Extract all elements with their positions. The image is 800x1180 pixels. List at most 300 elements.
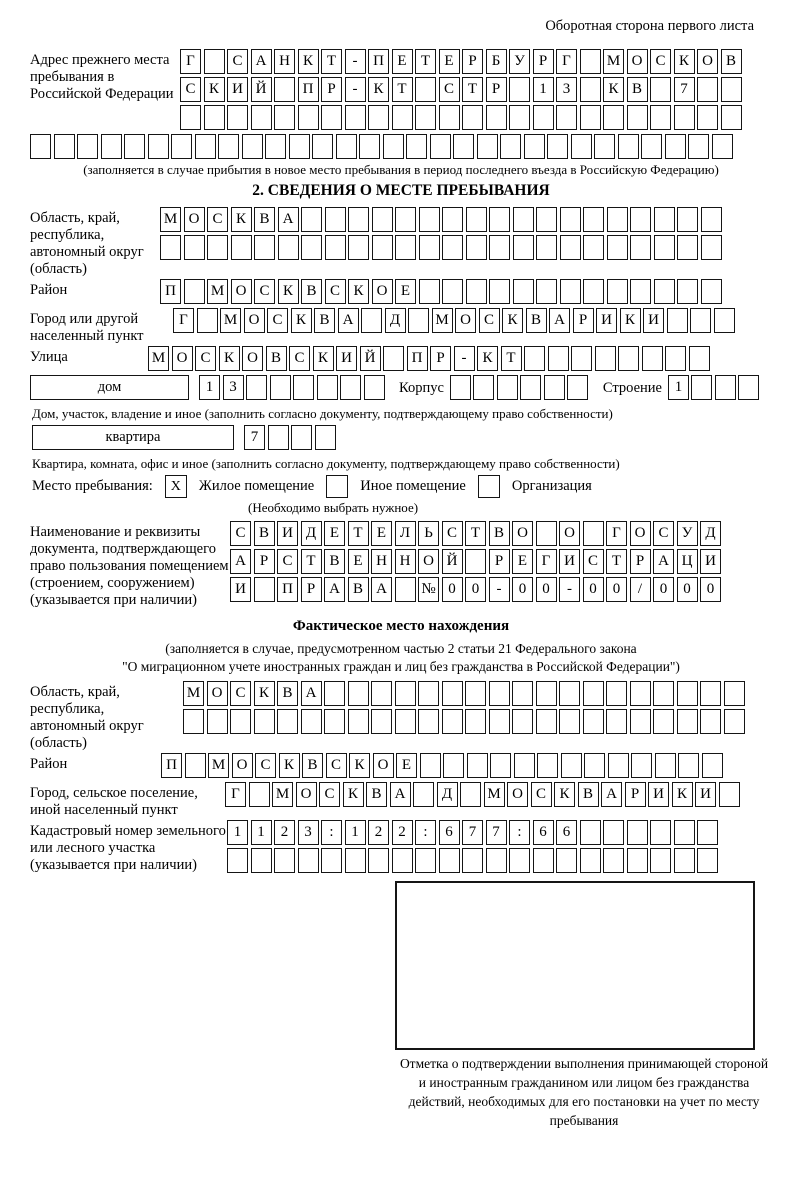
char-cell[interactable]: Е	[324, 521, 345, 546]
char-cell[interactable]: О	[630, 521, 651, 546]
char-cell[interactable]: О	[697, 49, 718, 74]
char-cell[interactable]	[395, 577, 416, 602]
char-cell[interactable]	[324, 681, 345, 706]
char-cell[interactable]	[561, 753, 582, 778]
char-cell[interactable]: И	[230, 577, 251, 602]
char-cell[interactable]: С	[439, 77, 460, 102]
char-cell[interactable]	[321, 848, 342, 873]
char-cell[interactable]: М	[272, 782, 293, 807]
char-cell[interactable]: Й	[251, 77, 272, 102]
char-cell[interactable]	[497, 375, 518, 400]
char-cell[interactable]: 0	[583, 577, 604, 602]
char-cell[interactable]: Д	[385, 308, 406, 333]
char-cell[interactable]	[607, 207, 628, 232]
char-cell[interactable]	[627, 105, 648, 130]
char-cell[interactable]: С	[531, 782, 552, 807]
char-cell[interactable]	[325, 235, 346, 260]
char-cell[interactable]: Н	[274, 49, 295, 74]
char-cell[interactable]	[513, 207, 534, 232]
char-cell[interactable]: П	[277, 577, 298, 602]
char-cell[interactable]: М	[148, 346, 169, 371]
char-cell[interactable]	[465, 709, 486, 734]
char-cell[interactable]	[654, 279, 675, 304]
char-cell[interactable]	[677, 709, 698, 734]
char-cell[interactable]: В	[348, 577, 369, 602]
char-cell[interactable]	[583, 279, 604, 304]
char-cell[interactable]: Г	[225, 782, 246, 807]
char-cell[interactable]	[715, 375, 736, 400]
char-cell[interactable]: Й	[360, 346, 381, 371]
char-cell[interactable]	[650, 77, 671, 102]
char-cell[interactable]	[630, 207, 651, 232]
char-cell[interactable]: О	[627, 49, 648, 74]
char-cell[interactable]	[419, 207, 440, 232]
char-cell[interactable]: Й	[442, 549, 463, 574]
char-cell[interactable]: В	[324, 549, 345, 574]
char-cell[interactable]	[274, 77, 295, 102]
char-cell[interactable]: А	[653, 549, 674, 574]
char-cell[interactable]	[489, 681, 510, 706]
char-cell[interactable]	[298, 848, 319, 873]
char-cell[interactable]	[348, 207, 369, 232]
char-cell[interactable]: Т	[301, 549, 322, 574]
char-cell[interactable]	[567, 375, 588, 400]
char-cell[interactable]: К	[554, 782, 575, 807]
char-cell[interactable]	[702, 753, 723, 778]
char-cell[interactable]: С	[319, 782, 340, 807]
char-cell[interactable]: Ц	[677, 549, 698, 574]
char-cell[interactable]	[603, 820, 624, 845]
char-cell[interactable]: 6	[439, 820, 460, 845]
checkbox-zhiloe[interactable]: X	[165, 475, 187, 498]
char-cell[interactable]	[197, 308, 218, 333]
char-cell[interactable]: -	[454, 346, 475, 371]
char-cell[interactable]	[395, 235, 416, 260]
char-cell[interactable]: Р	[573, 308, 594, 333]
char-cell[interactable]: П	[298, 77, 319, 102]
char-cell[interactable]	[254, 577, 275, 602]
char-cell[interactable]	[627, 820, 648, 845]
char-cell[interactable]: О	[455, 308, 476, 333]
char-cell[interactable]	[301, 207, 322, 232]
char-cell[interactable]: В	[366, 782, 387, 807]
char-cell[interactable]	[486, 848, 507, 873]
char-cell[interactable]: 2	[274, 820, 295, 845]
char-cell[interactable]: К	[672, 782, 693, 807]
char-cell[interactable]	[291, 425, 312, 450]
char-cell[interactable]	[227, 105, 248, 130]
char-cell[interactable]	[207, 235, 228, 260]
char-cell[interactable]: :	[509, 820, 530, 845]
char-cell[interactable]	[513, 279, 534, 304]
char-cell[interactable]	[466, 207, 487, 232]
char-cell[interactable]	[513, 235, 534, 260]
char-cell[interactable]	[650, 848, 671, 873]
char-cell[interactable]: 2	[392, 820, 413, 845]
char-cell[interactable]	[317, 375, 338, 400]
char-cell[interactable]	[395, 709, 416, 734]
char-cell[interactable]	[289, 134, 310, 159]
char-cell[interactable]	[368, 105, 389, 130]
char-cell[interactable]: 0	[465, 577, 486, 602]
char-cell[interactable]	[583, 207, 604, 232]
char-cell[interactable]: В	[526, 308, 547, 333]
char-cell[interactable]: А	[278, 207, 299, 232]
char-cell[interactable]: У	[677, 521, 698, 546]
char-cell[interactable]: О	[242, 346, 263, 371]
char-cell[interactable]	[473, 375, 494, 400]
char-cell[interactable]: К	[674, 49, 695, 74]
char-cell[interactable]: 3	[556, 77, 577, 102]
char-cell[interactable]	[415, 848, 436, 873]
char-cell[interactable]	[571, 346, 592, 371]
char-cell[interactable]	[301, 709, 322, 734]
char-cell[interactable]	[430, 134, 451, 159]
char-cell[interactable]	[677, 681, 698, 706]
char-cell[interactable]: К	[368, 77, 389, 102]
char-cell[interactable]	[689, 346, 710, 371]
char-cell[interactable]	[274, 848, 295, 873]
char-cell[interactable]	[724, 681, 745, 706]
char-cell[interactable]	[392, 848, 413, 873]
char-cell[interactable]	[714, 308, 735, 333]
char-cell[interactable]: М	[160, 207, 181, 232]
char-cell[interactable]	[442, 235, 463, 260]
char-cell[interactable]	[719, 782, 740, 807]
char-cell[interactable]	[674, 820, 695, 845]
char-cell[interactable]: О	[372, 279, 393, 304]
char-cell[interactable]: /	[630, 577, 651, 602]
char-cell[interactable]: А	[324, 577, 345, 602]
char-cell[interactable]	[618, 134, 639, 159]
char-cell[interactable]	[674, 105, 695, 130]
char-cell[interactable]	[665, 346, 686, 371]
char-cell[interactable]	[536, 681, 557, 706]
char-cell[interactable]: :	[415, 820, 436, 845]
char-cell[interactable]	[364, 375, 385, 400]
char-cell[interactable]: С	[267, 308, 288, 333]
checkbox-organizaciya[interactable]	[478, 475, 500, 498]
char-cell[interactable]	[408, 308, 429, 333]
char-cell[interactable]	[580, 49, 601, 74]
char-cell[interactable]: 0	[606, 577, 627, 602]
char-cell[interactable]	[533, 848, 554, 873]
char-cell[interactable]	[183, 709, 204, 734]
char-cell[interactable]: 0	[512, 577, 533, 602]
char-cell[interactable]: И	[227, 77, 248, 102]
char-cell[interactable]	[345, 105, 366, 130]
char-cell[interactable]	[607, 235, 628, 260]
char-cell[interactable]: А	[390, 782, 411, 807]
char-cell[interactable]	[336, 134, 357, 159]
char-cell[interactable]: 7	[462, 820, 483, 845]
char-cell[interactable]: Р	[486, 77, 507, 102]
char-cell[interactable]: О	[232, 753, 253, 778]
char-cell[interactable]	[420, 753, 441, 778]
char-cell[interactable]	[460, 782, 481, 807]
char-cell[interactable]: 0	[653, 577, 674, 602]
char-cell[interactable]	[537, 753, 558, 778]
char-cell[interactable]	[372, 235, 393, 260]
char-cell[interactable]: М	[484, 782, 505, 807]
char-cell[interactable]	[559, 681, 580, 706]
char-cell[interactable]	[301, 235, 322, 260]
char-cell[interactable]	[608, 753, 629, 778]
char-cell[interactable]	[368, 848, 389, 873]
char-cell[interactable]: Т	[465, 521, 486, 546]
char-cell[interactable]	[580, 105, 601, 130]
char-cell[interactable]: Р	[301, 577, 322, 602]
char-cell[interactable]	[536, 279, 557, 304]
char-cell[interactable]	[406, 134, 427, 159]
char-cell[interactable]: Н	[371, 549, 392, 574]
char-cell[interactable]	[419, 279, 440, 304]
char-cell[interactable]	[466, 235, 487, 260]
char-cell[interactable]	[124, 134, 145, 159]
char-cell[interactable]: К	[254, 681, 275, 706]
char-cell[interactable]	[548, 346, 569, 371]
char-cell[interactable]: А	[371, 577, 392, 602]
char-cell[interactable]	[254, 709, 275, 734]
char-cell[interactable]	[348, 709, 369, 734]
char-cell[interactable]: И	[643, 308, 664, 333]
char-cell[interactable]	[606, 681, 627, 706]
char-cell[interactable]: В	[302, 753, 323, 778]
char-cell[interactable]: Р	[462, 49, 483, 74]
char-cell[interactable]: С	[180, 77, 201, 102]
char-cell[interactable]: Е	[371, 521, 392, 546]
char-cell[interactable]	[443, 753, 464, 778]
char-cell[interactable]: Г	[556, 49, 577, 74]
char-cell[interactable]	[171, 134, 192, 159]
char-cell[interactable]: И	[648, 782, 669, 807]
char-cell[interactable]: 3	[223, 375, 244, 400]
char-cell[interactable]: Р	[630, 549, 651, 574]
char-cell[interactable]	[395, 207, 416, 232]
char-cell[interactable]: М	[432, 308, 453, 333]
char-cell[interactable]: Р	[489, 549, 510, 574]
char-cell[interactable]	[524, 346, 545, 371]
char-cell[interactable]	[556, 848, 577, 873]
char-cell[interactable]	[509, 77, 530, 102]
char-cell[interactable]: О	[184, 207, 205, 232]
char-cell[interactable]	[312, 134, 333, 159]
char-cell[interactable]	[533, 105, 554, 130]
char-cell[interactable]	[509, 105, 530, 130]
char-cell[interactable]	[536, 235, 557, 260]
char-cell[interactable]	[697, 77, 718, 102]
char-cell[interactable]	[701, 207, 722, 232]
char-cell[interactable]: С	[326, 753, 347, 778]
char-cell[interactable]	[195, 134, 216, 159]
char-cell[interactable]	[631, 753, 652, 778]
char-cell[interactable]: 1	[227, 820, 248, 845]
char-cell[interactable]	[677, 207, 698, 232]
char-cell[interactable]	[230, 709, 251, 734]
char-cell[interactable]	[489, 279, 510, 304]
char-cell[interactable]: О	[296, 782, 317, 807]
char-cell[interactable]: М	[183, 681, 204, 706]
char-cell[interactable]	[348, 235, 369, 260]
char-cell[interactable]: Р	[430, 346, 451, 371]
char-cell[interactable]	[383, 134, 404, 159]
char-cell[interactable]: 7	[674, 77, 695, 102]
char-cell[interactable]: О	[418, 549, 439, 574]
char-cell[interactable]: М	[220, 308, 241, 333]
char-cell[interactable]	[218, 134, 239, 159]
char-cell[interactable]	[148, 134, 169, 159]
char-cell[interactable]	[738, 375, 759, 400]
char-cell[interactable]: Т	[392, 77, 413, 102]
char-cell[interactable]	[371, 709, 392, 734]
char-cell[interactable]	[204, 105, 225, 130]
char-cell[interactable]: А	[301, 681, 322, 706]
char-cell[interactable]: О	[172, 346, 193, 371]
char-cell[interactable]: К	[219, 346, 240, 371]
char-cell[interactable]	[467, 753, 488, 778]
char-cell[interactable]	[641, 134, 662, 159]
char-cell[interactable]	[667, 308, 688, 333]
char-cell[interactable]	[383, 346, 404, 371]
char-cell[interactable]	[514, 753, 535, 778]
char-cell[interactable]	[654, 235, 675, 260]
char-cell[interactable]: А	[549, 308, 570, 333]
char-cell[interactable]: №	[418, 577, 439, 602]
char-cell[interactable]: С	[207, 207, 228, 232]
char-cell[interactable]: А	[230, 549, 251, 574]
char-cell[interactable]: -	[345, 77, 366, 102]
char-cell[interactable]: 1	[533, 77, 554, 102]
char-cell[interactable]: Г	[173, 308, 194, 333]
char-cell[interactable]	[490, 753, 511, 778]
char-cell[interactable]	[418, 709, 439, 734]
char-cell[interactable]	[724, 709, 745, 734]
char-cell[interactable]	[489, 709, 510, 734]
char-cell[interactable]	[580, 77, 601, 102]
char-cell[interactable]	[712, 134, 733, 159]
char-cell[interactable]: К	[477, 346, 498, 371]
char-cell[interactable]	[439, 848, 460, 873]
char-cell[interactable]	[559, 709, 580, 734]
char-cell[interactable]	[701, 279, 722, 304]
char-cell[interactable]: К	[313, 346, 334, 371]
char-cell[interactable]	[254, 235, 275, 260]
char-cell[interactable]: Д	[301, 521, 322, 546]
char-cell[interactable]	[691, 375, 712, 400]
char-cell[interactable]: С	[255, 753, 276, 778]
char-cell[interactable]	[348, 681, 369, 706]
char-cell[interactable]: Ь	[418, 521, 439, 546]
char-cell[interactable]: 0	[536, 577, 557, 602]
char-cell[interactable]	[627, 848, 648, 873]
char-cell[interactable]	[321, 105, 342, 130]
char-cell[interactable]	[270, 375, 291, 400]
char-cell[interactable]: О	[231, 279, 252, 304]
char-cell[interactable]: В	[277, 681, 298, 706]
char-cell[interactable]	[453, 134, 474, 159]
char-cell[interactable]	[268, 425, 289, 450]
char-cell[interactable]	[665, 134, 686, 159]
char-cell[interactable]	[371, 681, 392, 706]
char-cell[interactable]	[630, 681, 651, 706]
char-cell[interactable]	[184, 279, 205, 304]
char-cell[interactable]: Л	[395, 521, 416, 546]
char-cell[interactable]	[583, 235, 604, 260]
char-cell[interactable]: 0	[677, 577, 698, 602]
char-cell[interactable]: О	[559, 521, 580, 546]
char-cell[interactable]: В	[314, 308, 335, 333]
char-cell[interactable]: В	[301, 279, 322, 304]
char-cell[interactable]	[603, 848, 624, 873]
char-cell[interactable]: В	[627, 77, 648, 102]
char-cell[interactable]	[547, 134, 568, 159]
char-cell[interactable]	[359, 134, 380, 159]
char-cell[interactable]	[678, 753, 699, 778]
char-cell[interactable]: К	[348, 279, 369, 304]
char-cell[interactable]: Е	[348, 549, 369, 574]
char-cell[interactable]	[700, 681, 721, 706]
char-cell[interactable]	[500, 134, 521, 159]
char-cell[interactable]	[265, 134, 286, 159]
char-cell[interactable]: 0	[442, 577, 463, 602]
char-cell[interactable]	[607, 279, 628, 304]
char-cell[interactable]	[580, 848, 601, 873]
char-cell[interactable]: И	[336, 346, 357, 371]
char-cell[interactable]	[688, 134, 709, 159]
char-cell[interactable]	[618, 346, 639, 371]
char-cell[interactable]	[509, 848, 530, 873]
char-cell[interactable]	[231, 235, 252, 260]
char-cell[interactable]	[512, 681, 533, 706]
char-cell[interactable]: Т	[321, 49, 342, 74]
char-cell[interactable]: И	[695, 782, 716, 807]
char-cell[interactable]: 1	[668, 375, 689, 400]
char-cell[interactable]	[697, 848, 718, 873]
char-cell[interactable]	[594, 134, 615, 159]
char-cell[interactable]: С	[230, 681, 251, 706]
char-cell[interactable]: И	[596, 308, 617, 333]
char-cell[interactable]: Е	[439, 49, 460, 74]
char-cell[interactable]: С	[442, 521, 463, 546]
char-cell[interactable]: Д	[437, 782, 458, 807]
char-cell[interactable]	[571, 134, 592, 159]
char-cell[interactable]	[650, 105, 671, 130]
char-cell[interactable]: К	[279, 753, 300, 778]
char-cell[interactable]	[653, 681, 674, 706]
char-cell[interactable]	[630, 709, 651, 734]
char-cell[interactable]	[486, 105, 507, 130]
char-cell[interactable]: О	[507, 782, 528, 807]
char-cell[interactable]: М	[603, 49, 624, 74]
char-cell[interactable]	[298, 105, 319, 130]
char-cell[interactable]	[560, 235, 581, 260]
char-cell[interactable]	[227, 848, 248, 873]
char-cell[interactable]: 7	[244, 425, 265, 450]
char-cell[interactable]: 6	[556, 820, 577, 845]
char-cell[interactable]	[180, 105, 201, 130]
char-cell[interactable]: Н	[395, 549, 416, 574]
char-cell[interactable]: К	[343, 782, 364, 807]
char-cell[interactable]	[630, 279, 651, 304]
char-cell[interactable]: Д	[700, 521, 721, 546]
char-cell[interactable]	[274, 105, 295, 130]
char-cell[interactable]	[655, 753, 676, 778]
char-cell[interactable]	[160, 235, 181, 260]
char-cell[interactable]	[697, 105, 718, 130]
char-cell[interactable]: О	[512, 521, 533, 546]
char-cell[interactable]: П	[160, 279, 181, 304]
char-cell[interactable]	[536, 709, 557, 734]
